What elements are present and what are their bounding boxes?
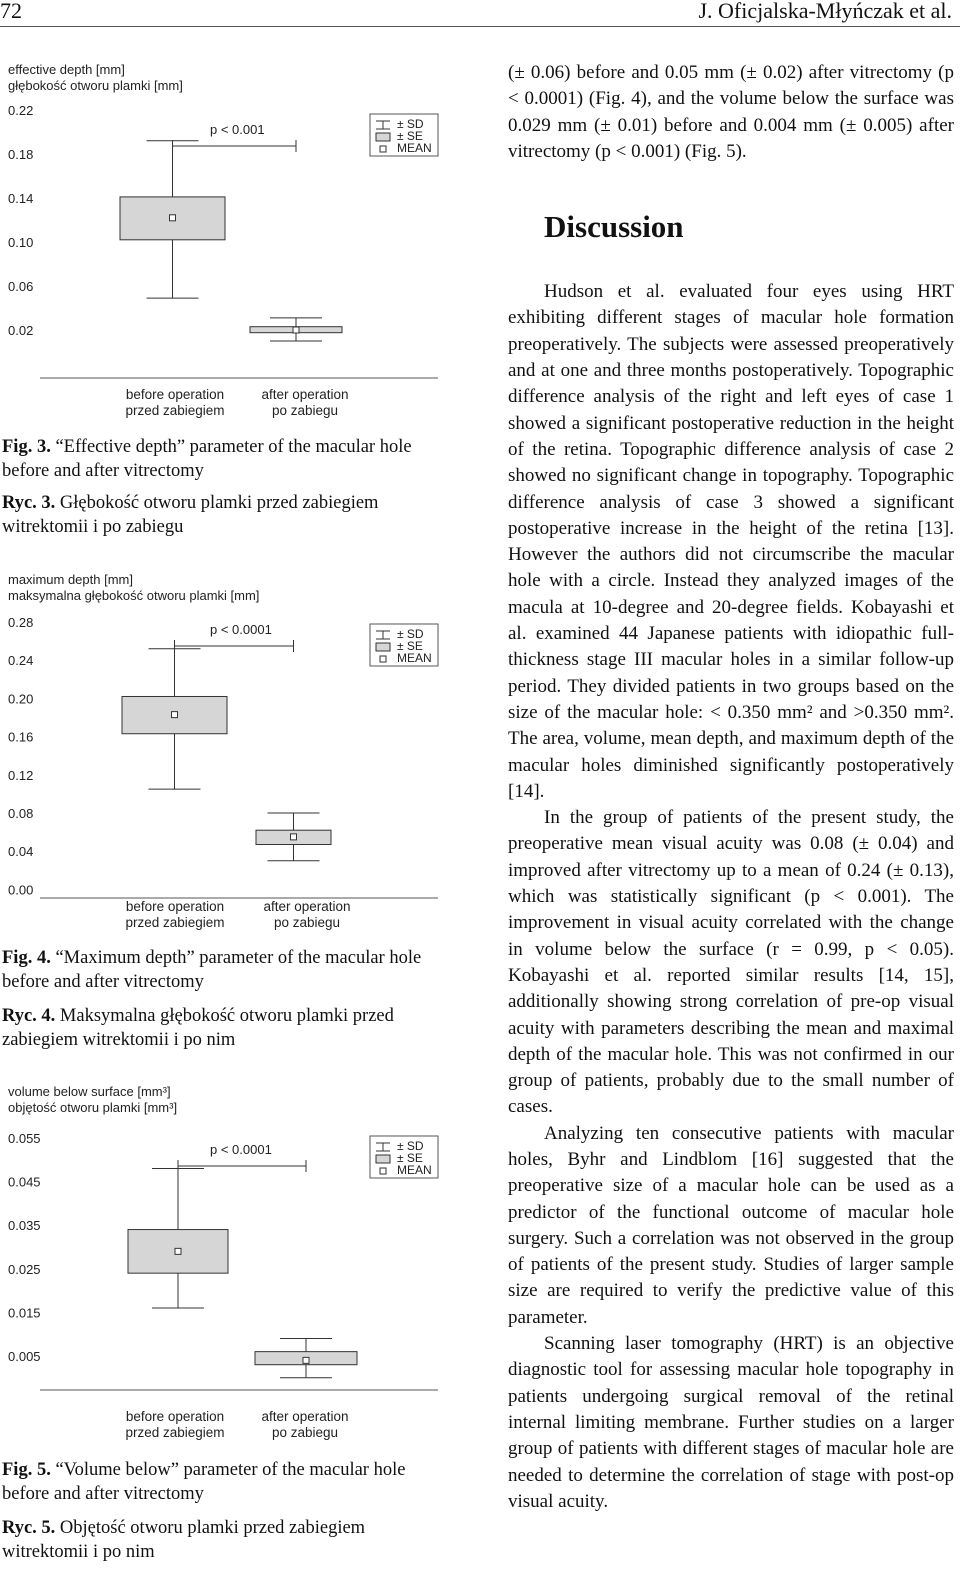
figure-5-caption-text-pl: Objętość otworu plamki przed zabiegiem witrektomii i po nim: [2, 1518, 366, 1562]
figure-3: [0, 58, 450, 548]
category-label-en: after operation: [261, 1409, 349, 1424]
page-header: [0, 0, 960, 26]
legend-mean-symbol: [380, 656, 386, 662]
category-label-en: before operation: [125, 1409, 225, 1424]
category-label-en: before operation: [125, 899, 225, 914]
figure-5-label-en: Fig. 5.: [2, 1460, 51, 1480]
y-tick-label: 0.045: [8, 1174, 41, 1190]
figure-3-caption-pl: [2, 492, 442, 539]
y-tick-label: 0.02: [8, 323, 34, 338]
y-tick-label: 0.12: [8, 767, 34, 783]
legend: [370, 114, 438, 156]
legend-mean-label: MEAN: [397, 651, 432, 665]
figure-5-label-pl: Ryc. 5.: [2, 1518, 56, 1538]
figure-5-caption-en: [2, 1459, 442, 1506]
legend-se-label: ± SE: [397, 129, 423, 143]
legend-se-symbol: [376, 643, 390, 651]
paragraph-3: Analyzing ten consecutive patients with macular holes, Byhr and Lindblom [16] suggested that the preoperative size of a macular hole can be used as a predictor of the functional outcome of macular hole surgery. Such a correlation was not observed in the group of patients of the present study. Studies of larger sample size are required to verify the predictive value of this parameter.: [508, 1122, 954, 1328]
y-tick-label: 0.14: [8, 191, 34, 206]
figure-5-caption-text-en: “Volume below” parameter of the macular hole before and after vitrectomy: [2, 1460, 406, 1504]
y-tick-label: 0.005: [8, 1349, 41, 1364]
y-axis-label-pl: głębokość otworu plamki [mm]: [8, 78, 183, 93]
y-tick-label: 0.18: [8, 147, 34, 162]
figure-4-caption-text-en: “Maximum depth” parameter of the macular hole before and after vitrectomy: [2, 948, 422, 992]
legend-sd-label: ± SD: [397, 627, 424, 641]
y-tick-label: 0.08: [8, 806, 34, 821]
category-label-en: after operation: [261, 387, 349, 402]
mean-marker: [293, 327, 299, 333]
page-number: 72: [0, 0, 22, 23]
mean-marker: [291, 834, 297, 840]
category-label-en: before operation: [125, 387, 225, 402]
figure-4-caption-en: [2, 947, 442, 994]
body-column: [508, 60, 954, 1515]
figure-5-chart: [0, 1080, 450, 1450]
p-value-label: p < 0.0001: [210, 1142, 272, 1157]
category-label-pl: przed zabiegiem: [125, 1425, 225, 1440]
figure-4-caption-pl: [2, 1005, 442, 1052]
y-tick-label: 0.035: [8, 1218, 41, 1234]
y-tick-label: 0.00: [8, 882, 34, 898]
legend-mean-symbol: [380, 1168, 386, 1174]
figure-4-label-en: Fig. 4.: [2, 948, 51, 968]
figure-5: [0, 1080, 450, 1570]
figure-3-caption-text-en: “Effective depth” parameter of the macular hole before and after vitrectomy: [2, 437, 412, 481]
figure-3-chart: [0, 58, 450, 428]
category-label-pl: po zabiegu: [271, 403, 339, 418]
legend-sd-label: ± SD: [397, 1139, 424, 1153]
figure-4-caption-text-pl: Maksymalna głębokość otworu plamki przed zabiegiem witrektomii i po nim: [2, 1006, 394, 1050]
y-tick-label: 0.06: [8, 279, 34, 294]
legend-mean-label: MEAN: [397, 1163, 432, 1177]
mean-marker: [303, 1357, 309, 1363]
y-tick-label: 0.04: [8, 844, 34, 860]
mean-marker: [172, 712, 178, 718]
legend-se-label: ± SE: [397, 639, 423, 653]
legend-se-symbol: [376, 1155, 390, 1163]
p-value-label: p < 0.001: [210, 122, 265, 137]
category-label-en: after operation: [263, 899, 351, 914]
figure-4-chart: [0, 568, 450, 938]
paragraph-2: In the group of patients of the present study, the preoperative mean visual acuity was 0.08 (± 0.04) and improved after vitrectomy up to a mean of 0.24 (± 0.13), which was statistically significant (p < 0.001). The improvement in visual acuity correlated with the change in volume below the surface (r = 0.99, p < 0.05). Kobayashi et al. reported similar results [14, 15], additionally showing strong correlation of pre-op visual acuity with parameters describing the mean and maximal depth of the macular hole. This was not confirmed in our group of patients, probably due to the small number of cases.: [508, 807, 954, 1118]
y-tick-label: 0.16: [8, 729, 34, 745]
y-axis-label-en: effective depth [mm]: [8, 62, 125, 77]
figure-4: [0, 568, 450, 1058]
paragraph-4: Scanning laser tomography (HRT) is an objective diagnostic tool for assessing macular hole topography in patients undergoing surgical removal of the retinal internal limiting membrane. Further studies on a larger group of patients with different stages of macular hole are needed to determine the correlation of stage with post-op visual acuity.: [508, 1333, 954, 1512]
y-tick-label: 0.10: [8, 235, 34, 250]
legend: [370, 1136, 438, 1178]
y-tick-label: 0.22: [8, 103, 34, 118]
p-value-label: p < 0.0001: [210, 622, 272, 637]
figure-3-caption-en: [2, 436, 442, 483]
y-axis-label-pl: objętość otworu plamki [mm³]: [8, 1100, 178, 1115]
category-label-pl: przed zabiegiem: [125, 403, 225, 418]
legend-sd-label: ± SD: [397, 117, 424, 131]
legend-se-label: ± SE: [397, 1151, 423, 1165]
figure-3-label-pl: Ryc. 3.: [2, 493, 56, 513]
legend-se-symbol: [376, 133, 390, 141]
running-head: J. Oficjalska-Młyńczak et al.: [698, 0, 952, 23]
header-rule: [0, 26, 960, 27]
y-tick-label: 0.025: [8, 1261, 41, 1277]
category-label-pl: po zabiegu: [273, 915, 341, 930]
y-tick-label: 0.28: [8, 615, 34, 630]
mean-marker: [175, 1248, 181, 1254]
y-axis-label-pl: maksymalna głębokość otworu plamki [mm]: [8, 588, 260, 603]
figure-5-caption-pl: [2, 1517, 442, 1564]
y-tick-label: 0.055: [8, 1131, 41, 1146]
mean-marker: [170, 215, 176, 221]
figure-4-label-pl: Ryc. 4.: [2, 1006, 56, 1026]
section-title: Discussion: [544, 209, 684, 245]
paragraph-1: Hudson et al. evaluated four eyes using HRT exhibiting different stages of macular hole formation preoperatively. The subjects were assessed preoperatively and at one and three months postoperatively. Topographic difference analysis of the right and left eyes of case 1 showed a significant postoperative reduction in the height of the retina. Topographic difference analysis of case 2 showed no significant change in topography. Topographic difference analysis of case 3 showed a significant postoperative increase in the height of the retina [13]. However the authors did not circumscribe the macular hole with a circle. Instead they analyzed images of the macula at 10-degree and 20-degree fields. Kobayashi et al. examined 44 Japanese patients with idiopathic full-thickness stage III macular holes in a similar follow-up period. They divided patients in two groups based on the size of the macular hole: < 0.350 mm² and >0.350 mm². The area, volume, mean depth, and maximum depth of the macular holes diminished significantly postoperatively [14].: [508, 281, 954, 802]
category-label-pl: po zabiegu: [271, 1425, 339, 1440]
y-axis-label-en: volume below surface [mm³]: [8, 1084, 171, 1099]
intro-paragraph: (± 0.06) before and 0.05 mm (± 0.02) after vitrectomy (p < 0.0001) (Fig. 4), and the volume below the surface was 0.029 mm (± 0.01) before and 0.004 mm (± 0.005) after vitrectomy (p < 0.001) (Fig. 5).: [508, 62, 954, 162]
y-tick-label: 0.015: [8, 1305, 41, 1321]
figure-3-caption-text-pl: Głębokość otworu plamki przed zabiegiem witrektomii i po zabiegu: [2, 493, 379, 537]
legend-mean-symbol: [380, 146, 386, 152]
y-tick-label: 0.20: [8, 691, 34, 707]
legend: [370, 624, 438, 666]
figure-3-label-en: Fig. 3.: [2, 437, 51, 457]
category-label-pl: przed zabiegiem: [125, 915, 225, 930]
legend-mean-label: MEAN: [397, 141, 432, 155]
y-axis-label-en: maximum depth [mm]: [8, 572, 133, 587]
y-tick-label: 0.24: [8, 653, 34, 669]
